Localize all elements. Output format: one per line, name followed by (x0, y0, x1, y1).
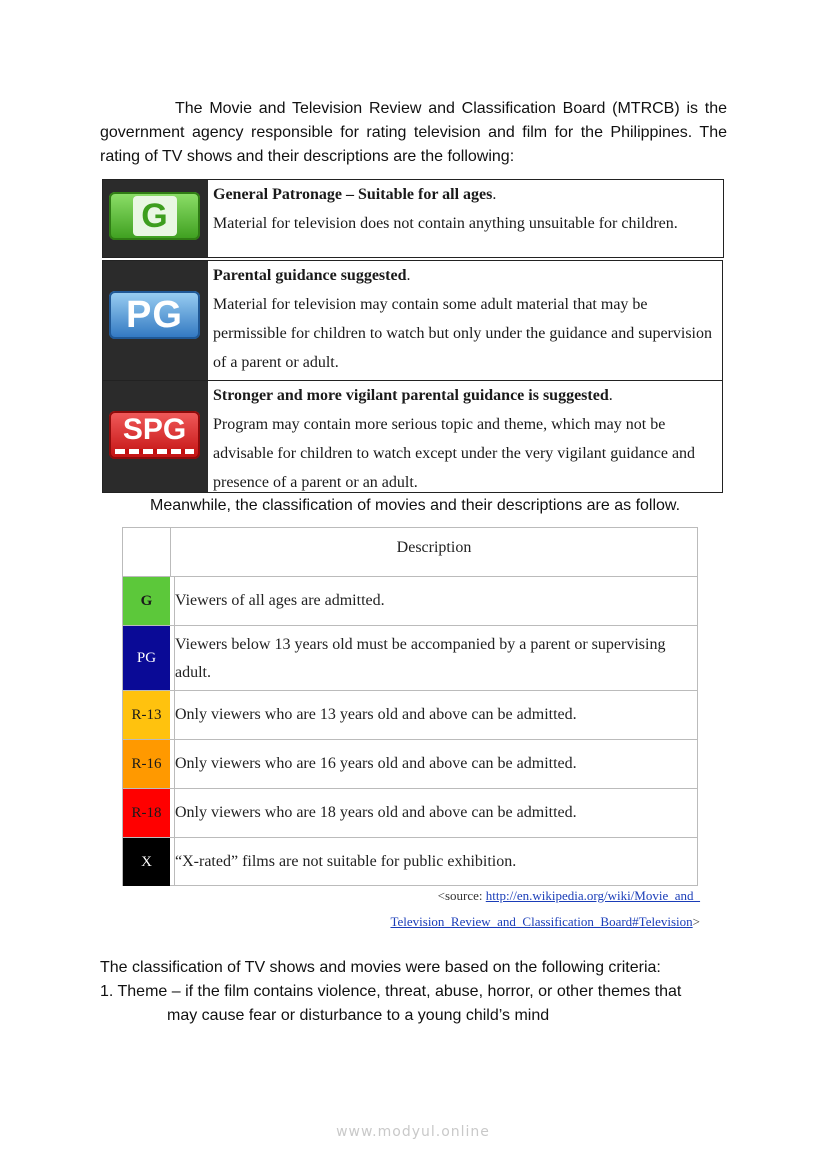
rating-description-cell: Only viewers who are 18 years old and above can be admitted. (174, 789, 689, 837)
table-row-g (123, 576, 697, 625)
tv-rating-description: Material for television does not contain anything unsuitable for children. (213, 215, 678, 232)
watermark: www.modyul.online (336, 1124, 490, 1140)
criteria-item-continuation: may cause fear or disturbance to a young child’s mind (167, 1007, 550, 1024)
g-rating-badge: G (109, 192, 200, 240)
rating-description-cell: “X-rated” films are not suitable for public exhibition. (174, 838, 689, 886)
tv-rating-text: General Patronage – Suitable for all ages. Material for television does not contain anything unsuitable for children. (213, 186, 678, 232)
table-row-pg (123, 625, 697, 691)
rating-code-cell: R-16 (123, 740, 170, 788)
tv-rating-text: Parental guidance suggested. Material for television may contain some adult material that may be permissible for children to watch but only under the guidance and supervision of a parent or adult. (213, 267, 712, 371)
source-link-line2[interactable]: Television_Review_and_Classification_Board#Television (390, 914, 693, 929)
table-row-r13 (123, 690, 697, 739)
rating-code-cell: R-18 (123, 789, 170, 837)
tv-rating-description: Material for television may contain some adult material that may be permissible for children to watch but only under the guidance and supervision of a parent or adult. (213, 296, 712, 371)
rating-code-cell: PG (123, 626, 170, 691)
criteria-intro: The classification of TV shows and movies were based on the following criteria: (100, 959, 661, 976)
intro-paragraph (100, 97, 727, 169)
movie-classification-table (122, 527, 698, 886)
table-row-x (123, 837, 697, 886)
tv-logo-cell (103, 381, 208, 492)
tv-rating-description: Program may contain more serious topic and theme, which may not be advisable for children to watch except under the very vigilant guidance and presence of a parent or an adult. (213, 416, 696, 491)
tv-rating-row-g (102, 179, 724, 258)
tv-logo-cell (103, 261, 208, 380)
rating-code-cell: X (123, 838, 170, 886)
rating-description-cell: Viewers of all ages are admitted. (174, 577, 689, 625)
criteria-item-first-line: 1. Theme – if the film contains violence, threat, abuse, horror, or other themes that (100, 983, 682, 1000)
table-row-r18 (123, 788, 697, 837)
source-link-line1[interactable]: http://en.wikipedia.org/wiki/Movie_and_ (485, 888, 700, 903)
rating-code-cell: G (123, 577, 170, 625)
rating-code-cell: R-13 (123, 691, 170, 739)
rating-description-cell: Only viewers who are 16 years old and above can be admitted. (174, 740, 689, 788)
pg-rating-badge: PG (109, 291, 200, 339)
table-header-description: Description (396, 539, 472, 556)
rating-description-cell: Only viewers who are 13 years old and above can be admitted. (174, 691, 689, 739)
tv-rating-title: General Patronage – Suitable for all ages (213, 186, 493, 203)
tv-rating-title: Parental guidance suggested (213, 267, 407, 284)
movie-intro-paragraph: Meanwhile, the classification of movies and their descriptions are as follow. (150, 497, 681, 514)
tv-rating-row-pg (102, 260, 723, 381)
spg-badge-stripe (115, 449, 194, 454)
table-header-empty-cell (123, 528, 171, 576)
criteria-item-1 (100, 980, 727, 1028)
intro-text: The Movie and Television Review and Classification Board (MTRCB) is the government agency responsible for rating television and film for the Philippines. The rating of TV shows and their descriptions are the following: (100, 100, 727, 165)
spg-rating-badge: SPG (109, 411, 200, 459)
tv-logo-cell (103, 180, 208, 257)
table-row-r16 (123, 739, 697, 788)
tv-rating-text: Stronger and more vigilant parental guidance is suggested. Program may contain more serious topic and theme, which may not be advisable for children to watch except under the very vigilant guidance and presence of a parent or an adult. (213, 387, 696, 491)
tv-rating-title: Stronger and more vigilant parental guidance is suggested (213, 387, 609, 404)
source-citation: <source: http://en.wikipedia.org/wiki/Movie_and_ Television_Review_and_Classification_Board#Television> (390, 888, 700, 929)
tv-rating-row-spg (102, 380, 723, 493)
rating-description-cell: Viewers below 13 years old must be accompanied by a parent or supervising adult. (174, 626, 689, 691)
